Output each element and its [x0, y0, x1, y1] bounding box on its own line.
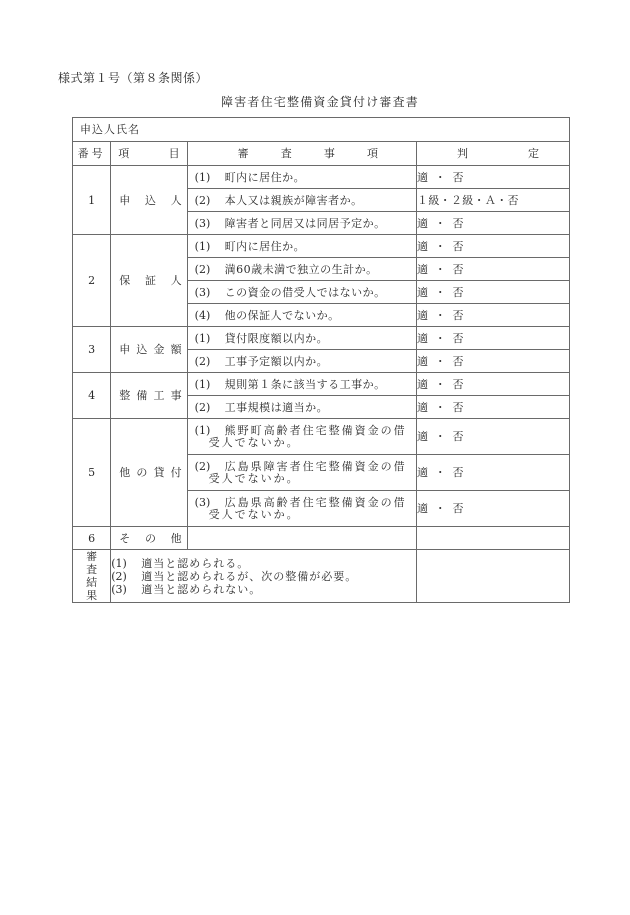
- section-6-row: [73, 527, 570, 550]
- form-number: 様式第１号（第８条関係）: [58, 71, 209, 85]
- section-number: 1: [73, 166, 111, 235]
- result-notes-field[interactable]: [417, 550, 570, 603]
- judgment-choice[interactable]: 適 ・ 否: [417, 281, 570, 304]
- result-option-2[interactable]: (2) 適当と認められるが、次の整備が必要。: [111, 569, 358, 583]
- check-question: (4) 他の保証人でないか。: [187, 304, 416, 327]
- review-table: [72, 117, 570, 603]
- section-4-row-1: [73, 373, 570, 396]
- applicant-name-field[interactable]: [73, 118, 570, 142]
- judgment-choice[interactable]: 適 ・ 否: [417, 373, 570, 396]
- judgment-choice[interactable]: 適 ・ 否: [417, 350, 570, 373]
- judgment-choice[interactable]: 適 ・ 否: [417, 455, 570, 491]
- judgment-choice[interactable]: 適 ・ 否: [417, 491, 570, 527]
- check-question: (1) 貸付限度額以内か。: [187, 327, 416, 350]
- section-number: 3: [73, 327, 111, 373]
- header-row: [73, 142, 570, 166]
- section-3-row-1: [73, 327, 570, 350]
- section-5-row-1: [73, 419, 570, 455]
- section-2-row-1: [73, 235, 570, 258]
- section-1-row-1: [73, 166, 570, 189]
- check-question: (1) 熊野町高齢者住宅整備資金の借 受人でないか。: [187, 419, 416, 455]
- section-item: 整 備 工 事: [111, 373, 187, 419]
- check-question: (3) この資金の借受人ではないか。: [187, 281, 416, 304]
- section-item: そ の 他: [111, 527, 187, 550]
- section-number: 2: [73, 235, 111, 327]
- judgment-choice-grade[interactable]: １級・２級・Ａ・否: [417, 189, 570, 212]
- section-item: 他 の 貸 付: [111, 419, 187, 527]
- section-item: 保 証 人: [111, 235, 187, 327]
- section-number: 5: [73, 419, 111, 527]
- check-question: (2) 広島県障害者住宅整備資金の借 受人でないか。: [187, 455, 416, 491]
- header-item: 項 目: [111, 142, 187, 166]
- other-check-field[interactable]: [187, 527, 416, 550]
- result-label: 審 査 結 果: [73, 550, 111, 603]
- section-item: 申 込 金 額: [111, 327, 187, 373]
- check-question: (2) 本人又は親族が障害者か。: [187, 189, 416, 212]
- result-option-3[interactable]: (3) 適当と認められない。: [111, 582, 262, 596]
- check-question: (1) 規則第１条に該当する工事か。: [187, 373, 416, 396]
- judgment-choice[interactable]: 適 ・ 否: [417, 166, 570, 189]
- judgment-choice[interactable]: 適 ・ 否: [417, 396, 570, 419]
- judgment-choice[interactable]: 適 ・ 否: [417, 327, 570, 350]
- header-check: 審 査 事 項: [187, 142, 416, 166]
- other-judgment-field[interactable]: [417, 527, 570, 550]
- check-question: (1) 町内に居住か。: [187, 166, 416, 189]
- result-options: [111, 550, 417, 603]
- applicant-name-row: [73, 118, 570, 142]
- review-result-row: [73, 550, 570, 603]
- check-question: (3) 広島県高齢者住宅整備資金の借 受人でないか。: [187, 491, 416, 527]
- judgment-choice[interactable]: 適 ・ 否: [417, 235, 570, 258]
- check-question: (2) 満60歳未満で独立の生計か。: [187, 258, 416, 281]
- judgment-choice[interactable]: 適 ・ 否: [417, 212, 570, 235]
- judgment-choice[interactable]: 適 ・ 否: [417, 304, 570, 327]
- header-judgment: 判 定: [417, 142, 570, 166]
- section-number: 4: [73, 373, 111, 419]
- check-question: (1) 町内に居住か。: [187, 235, 416, 258]
- header-number: 番号: [73, 142, 111, 166]
- check-question: (2) 工事予定額以内か。: [187, 350, 416, 373]
- applicant-name-label: 申込人氏名: [80, 123, 140, 136]
- section-item: 申 込 人: [111, 166, 187, 235]
- section-number: 6: [73, 527, 111, 550]
- result-option-1[interactable]: (1) 適当と認められる。: [111, 556, 250, 570]
- document-title: 障害者住宅整備資金貸付け審査書: [221, 95, 420, 109]
- judgment-choice[interactable]: 適 ・ 否: [417, 419, 570, 455]
- judgment-choice[interactable]: 適 ・ 否: [417, 258, 570, 281]
- check-question: (3) 障害者と同居又は同居予定か。: [187, 212, 416, 235]
- check-question: (2) 工事規模は適当か。: [187, 396, 416, 419]
